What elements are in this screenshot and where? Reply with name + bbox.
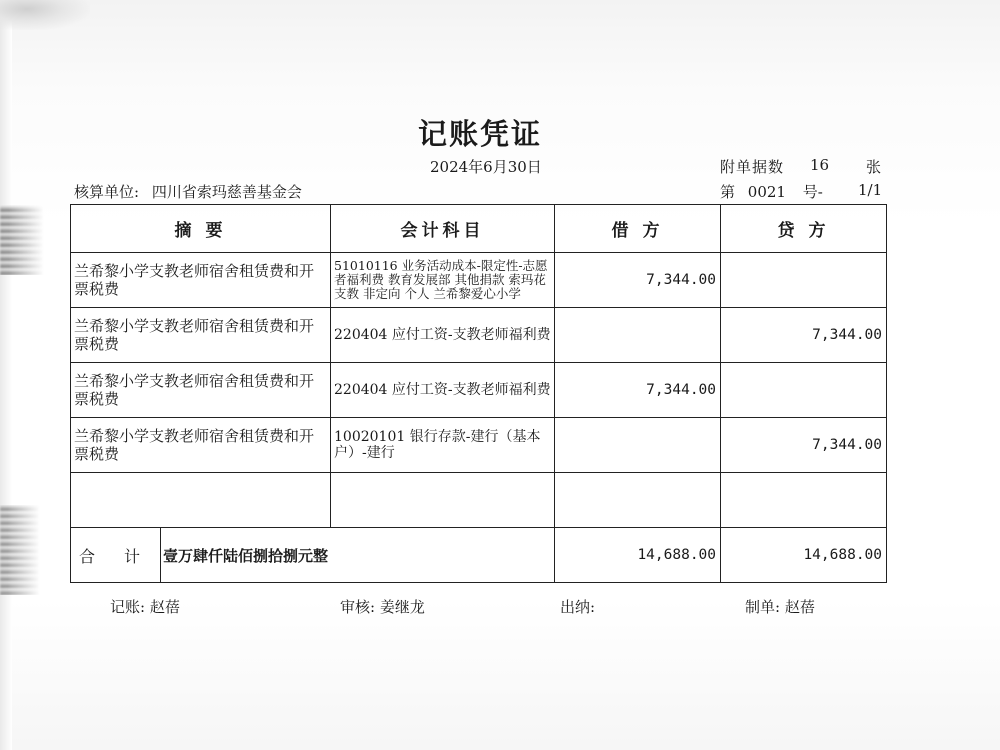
total-row xyxy=(71,528,887,583)
footer-preparer: 制单: 赵蓓 xyxy=(745,598,815,616)
row-account xyxy=(331,473,555,528)
table-row xyxy=(71,253,887,308)
row-credit: 7,344.00 xyxy=(721,418,887,473)
total-amount-words: 壹万肆仟陆佰捌拾捌元整 xyxy=(161,528,555,583)
total-credit: 14,688.00 xyxy=(721,528,887,583)
total-debit: 14,688.00 xyxy=(555,528,721,583)
footer-bookkeeper: 记账: 赵蓓 xyxy=(110,598,180,616)
table-row xyxy=(71,418,887,473)
unit-name: 四川省索玛慈善基金会 xyxy=(151,183,302,201)
footer-reviewer: 审核: 姜继龙 xyxy=(340,598,425,616)
table-row xyxy=(71,308,887,363)
header-account: 会计科目 xyxy=(331,205,555,253)
scan-edge xyxy=(0,0,12,750)
header-summary: 摘 要 xyxy=(71,205,331,253)
voucher-date: 2024年6月30日 xyxy=(430,158,542,176)
scan-smudge-top xyxy=(0,205,44,275)
header-debit: 借 方 xyxy=(555,205,721,253)
accounting-unit xyxy=(74,181,302,202)
attachments-count: 16 xyxy=(810,156,830,174)
number-prefix: 第 xyxy=(720,183,736,201)
row-account: 220404 应付工资-支教老师福利费 xyxy=(331,308,555,363)
voucher-table xyxy=(70,204,887,583)
row-debit xyxy=(555,473,721,528)
row-summary xyxy=(71,473,331,528)
scan-corner-shadow xyxy=(0,0,90,30)
attachments-unit: 张 xyxy=(866,158,882,176)
row-credit: 7,344.00 xyxy=(721,308,887,363)
row-summary: 兰希黎小学支教老师宿舍租赁费和开票税费 xyxy=(71,253,331,308)
row-summary: 兰希黎小学支教老师宿舍租赁费和开票税费 xyxy=(71,363,331,418)
row-debit: 7,344.00 xyxy=(555,253,721,308)
row-account: 51010116 业务活动成本-限定性-志愿者福利费 教育发展部 其他捐款 索玛花支教 非定向 个人 兰希黎爱心小学 xyxy=(331,253,555,308)
row-summary: 兰希黎小学支教老师宿舍租赁费和开票税费 xyxy=(71,308,331,363)
header-credit: 贷 方 xyxy=(721,205,887,253)
number-value: 0021 xyxy=(747,183,786,201)
row-account: 220404 应付工资-支教老师福利费 xyxy=(331,363,555,418)
number-suffix: 号- xyxy=(802,183,823,201)
footer-cashier: 出纳: xyxy=(560,598,596,616)
row-credit xyxy=(721,363,887,418)
row-credit xyxy=(721,473,887,528)
page-number: 1/1 xyxy=(858,181,883,199)
row-summary: 兰希黎小学支教老师宿舍租赁费和开票税费 xyxy=(71,418,331,473)
voucher-number xyxy=(720,181,823,202)
scan-smudge-bottom xyxy=(0,505,40,595)
unit-label: 核算单位: xyxy=(74,183,140,201)
table-row xyxy=(71,363,887,418)
voucher-title: 记账凭证 xyxy=(417,117,542,151)
row-account: 10020101 银行存款-建行（基本户）-建行 xyxy=(331,418,555,473)
total-label: 合 计 xyxy=(71,528,161,583)
row-debit xyxy=(555,308,721,363)
row-debit xyxy=(555,418,721,473)
attachments-label: 附单据数 xyxy=(720,158,785,176)
table-row xyxy=(71,473,887,528)
row-debit: 7,344.00 xyxy=(555,363,721,418)
row-credit xyxy=(721,253,887,308)
table-header-row xyxy=(71,205,887,253)
